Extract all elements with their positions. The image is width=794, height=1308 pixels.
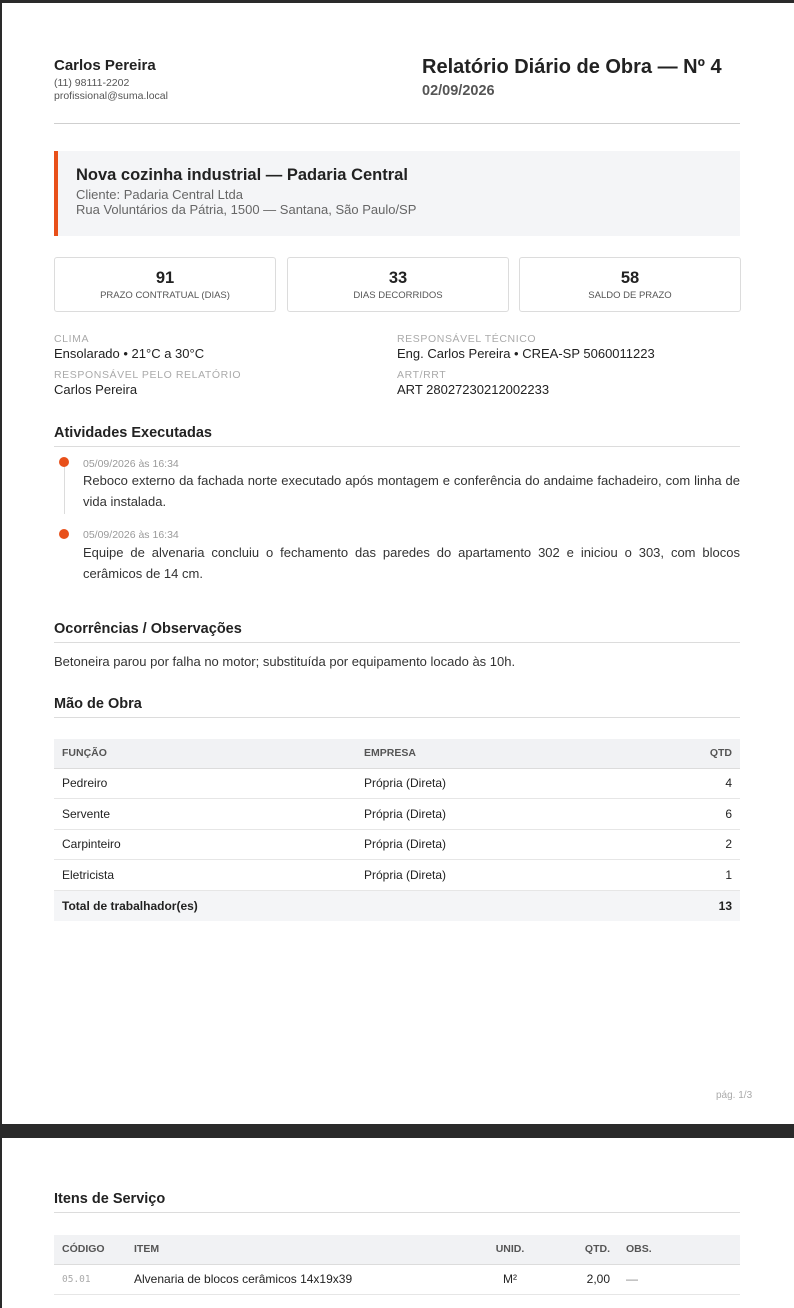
stat-label: PRAZO CONTRATUAL (DIAS) (100, 290, 230, 301)
table-header-row (54, 739, 740, 768)
report-header (422, 56, 722, 99)
occurrences-text: Betoneira parou por falha no motor; substituída por equipamento locado às 10h. (54, 654, 516, 669)
activity-time: 05/09/2026 às 16:34 (83, 529, 179, 541)
section-title-mao-de-obra: Mão de Obra (54, 696, 740, 718)
report-page-1 (2, 3, 794, 1124)
report-date: 02/09/2026 (422, 83, 495, 99)
cell-qtd: 1 (658, 860, 740, 891)
total-value: 13 (658, 890, 740, 921)
cell-funcao: Servente (54, 799, 356, 830)
report-title: Relatório Diário de Obra — Nº 4 (422, 56, 722, 78)
info-value: Eng. Carlos Pereira • CREA-SP 5060011223 (397, 346, 655, 361)
timeline-dot-icon (59, 457, 69, 467)
cell-funcao: Eletricista (54, 860, 356, 891)
timeline-line (64, 466, 65, 514)
cell-qtd: 6 (658, 799, 740, 830)
section-title-atividades: Atividades Executadas (54, 425, 740, 447)
stat-label: DIAS DECORRIDOS (353, 290, 443, 301)
activity-text: Reboco externo da fachada norte executado após montagem e conferência do andaime fachadeiro, com linha de vida instalada. (83, 473, 740, 509)
project-box (54, 151, 740, 236)
cell-empresa: Própria (Direta) (356, 799, 658, 830)
cell-qtd: 2 (658, 829, 740, 860)
stat-label: SALDO DE PRAZO (588, 290, 672, 301)
stat-value: 91 (155, 269, 175, 287)
stat-value: 58 (620, 269, 640, 287)
table-row (54, 860, 740, 891)
info-responsavel-tecnico (397, 333, 655, 361)
cell-funcao: Carpinteiro (54, 829, 356, 860)
professional-email: profissional@suma.local (54, 90, 168, 102)
report-page-2 (2, 1138, 794, 1308)
column-header-codigo: CÓDIGO (54, 1235, 126, 1264)
cell-qtd: 4 (658, 768, 740, 799)
info-label: CLIMA (54, 333, 90, 345)
professional-info (54, 57, 168, 102)
stat-prazo-contratual (54, 257, 276, 312)
table-row (54, 799, 740, 830)
section-title-itens-servico: Itens de Serviço (54, 1191, 740, 1213)
cell-empresa: Própria (Direta) (356, 768, 658, 799)
cell-empresa: Própria (Direta) (356, 829, 658, 860)
table-total-row (54, 890, 740, 921)
cell-obs: — (618, 1264, 740, 1295)
table-row (54, 768, 740, 799)
professional-phone: (11) 98111-2202 (54, 77, 130, 89)
table-row (54, 1264, 740, 1295)
column-header-item: ITEM (126, 1235, 480, 1264)
professional-name: Carlos Pereira (54, 57, 156, 74)
activity-time: 05/09/2026 às 16:34 (83, 458, 179, 470)
column-header-funcao: FUNÇÃO (54, 739, 356, 768)
column-header-qtd: QTD. (540, 1235, 618, 1264)
table-header-row (54, 1235, 740, 1264)
info-responsavel-relatorio (54, 369, 241, 397)
stat-saldo-prazo (519, 257, 741, 312)
table-row (54, 829, 740, 860)
services-table (54, 1235, 740, 1295)
column-header-qtd: QTD (658, 739, 740, 768)
cell-unid: M² (480, 1264, 540, 1295)
labor-table (54, 739, 740, 921)
cell-empresa: Própria (Direta) (356, 860, 658, 891)
column-header-obs: OBS. (618, 1235, 740, 1264)
total-label: Total de trabalhador(es) (54, 890, 658, 921)
page-number: pág. 1/3 (716, 1090, 753, 1101)
cell-item: Alvenaria de blocos cerâmicos 14x19x39 (126, 1264, 480, 1295)
info-value: Ensolarado • 21°C a 30°C (54, 346, 205, 361)
section-title-ocorrencias: Ocorrências / Observações (54, 621, 740, 643)
column-header-empresa: EMPRESA (356, 739, 658, 768)
stat-value: 33 (388, 269, 408, 287)
info-art-rrt (397, 369, 549, 397)
info-clima (54, 333, 204, 361)
cell-funcao: Pedreiro (54, 768, 356, 799)
timeline-dot-icon (59, 529, 69, 539)
column-header-unid: UNID. (480, 1235, 540, 1264)
info-label: RESPONSÁVEL TÉCNICO (397, 333, 537, 345)
info-value: ART 28027230212002233 (397, 382, 550, 397)
project-name: Nova cozinha industrial — Padaria Central (76, 166, 408, 184)
info-label: RESPONSÁVEL PELO RELATÓRIO (54, 369, 242, 381)
header-divider (54, 123, 740, 124)
cell-codigo: 05.01 (54, 1264, 126, 1295)
info-label: ART/RRT (397, 369, 447, 381)
activity-text: Equipe de alvenaria concluiu o fechamento das paredes do apartamento 302 e iniciou o 303, com blocos cerâmicos de 14 cm. (83, 545, 740, 581)
project-client: Cliente: Padaria Central Ltda (76, 187, 243, 202)
info-value: Carlos Pereira (54, 382, 138, 397)
cell-qtd: 2,00 (540, 1264, 618, 1295)
stat-dias-decorridos (287, 257, 509, 312)
project-address: Rua Voluntários da Pátria, 1500 — Santana, São Paulo/SP (76, 202, 417, 217)
